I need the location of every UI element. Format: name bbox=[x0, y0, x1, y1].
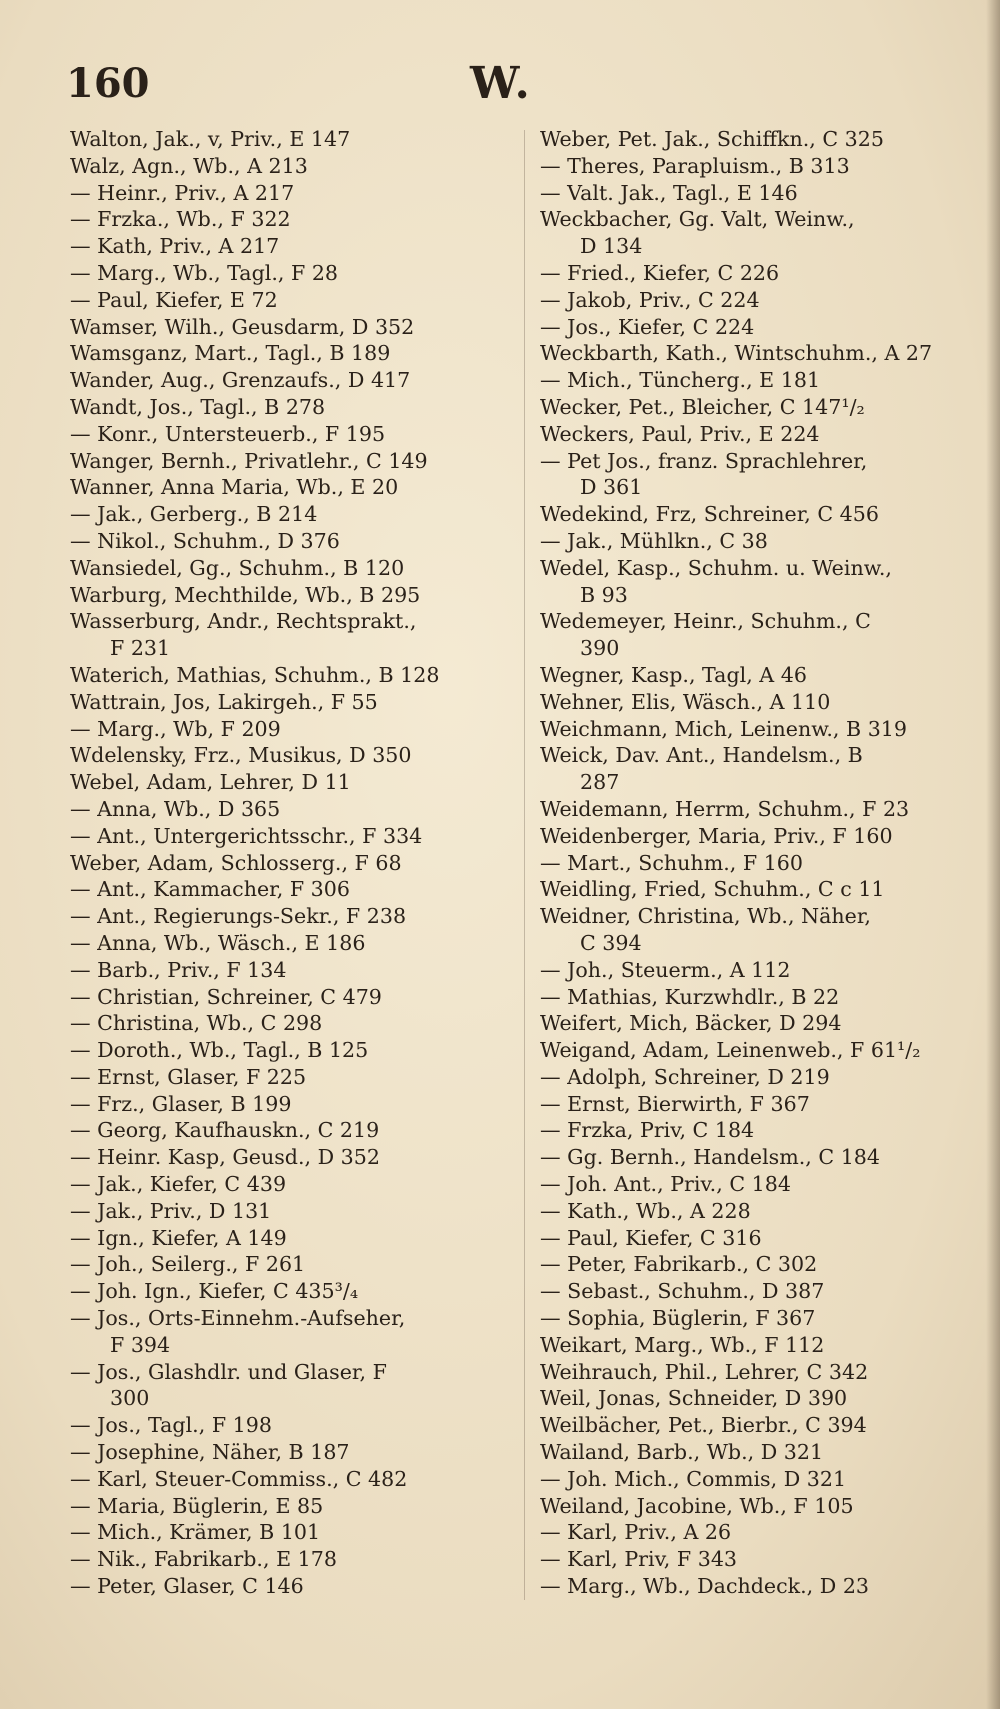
directory-entry: Weick, Dav. Ant., Handelsm., B bbox=[540, 743, 863, 768]
directory-entry: Weiland, Jacobine, Wb., F 105 bbox=[540, 1493, 854, 1518]
directory-entry: Wamser, Wilh., Geusdarm, D 352 bbox=[70, 314, 415, 339]
letter-heading: W. bbox=[470, 58, 532, 109]
directory-entry: — Valt. Jak., Tagl., E 146 bbox=[540, 180, 798, 205]
directory-entry: Warburg, Mechthilde, Wb., B 295 bbox=[70, 582, 421, 607]
directory-entry: — Konr., Untersteuerb., F 195 bbox=[70, 421, 386, 446]
directory-entry: Wdelensky, Frz., Musikus, D 350 bbox=[70, 743, 412, 768]
directory-entry: Weigand, Adam, Leinenweb., F 61¹/₂ bbox=[540, 1038, 921, 1063]
directory-entry: — Joh., Seilerg., F 261 bbox=[70, 1252, 306, 1277]
directory-entry: — Jak., Mühlkn., C 38 bbox=[540, 528, 768, 553]
directory-entry: — Jak., Kiefer, C 439 bbox=[70, 1172, 287, 1197]
directory-entry: 300 bbox=[110, 1386, 150, 1411]
directory-entry: — Nikol., Schuhm., D 376 bbox=[70, 528, 340, 553]
page-edge-shadow bbox=[986, 0, 1000, 1709]
directory-entry: — Peter, Fabrikarb., C 302 bbox=[540, 1252, 818, 1277]
directory-entry: — Joh. Ign., Kiefer, C 435³/₄ bbox=[70, 1279, 359, 1304]
directory-entry: Wander, Aug., Grenzaufs., D 417 bbox=[70, 368, 411, 393]
directory-entry: — Sebast., Schuhm., D 387 bbox=[540, 1279, 825, 1304]
directory-entry: Weckbacher, Gg. Valt, Weinw., bbox=[540, 207, 855, 232]
directory-entry: — Doroth., Wb., Tagl., B 125 bbox=[70, 1038, 369, 1063]
directory-entry: — Theres, Parapluism., B 313 bbox=[540, 153, 850, 178]
directory-entry: Wansiedel, Gg., Schuhm., B 120 bbox=[70, 555, 405, 580]
directory-entry: Weber, Pet. Jak., Schiffkn., C 325 bbox=[540, 127, 884, 151]
directory-entry: Weilbächer, Pet., Bierbr., C 394 bbox=[540, 1413, 867, 1438]
directory-entry: — Barb., Priv., F 134 bbox=[70, 957, 287, 982]
directory-entry: 287 bbox=[580, 770, 620, 795]
directory-entry: 390 bbox=[580, 636, 620, 661]
directory-entry: — Ign., Kiefer, A 149 bbox=[70, 1225, 287, 1250]
directory-entry: Weidner, Christina, Wb., Näher, bbox=[540, 904, 871, 929]
directory-entry: Weikart, Marg., Wb., F 112 bbox=[540, 1332, 825, 1357]
directory-entry: Wamsganz, Mart., Tagl., B 189 bbox=[70, 341, 391, 366]
directory-entry: Walton, Jak., v, Priv., E 147 bbox=[70, 127, 351, 151]
directory-entry: Weidling, Fried, Schuhm., C c 11 bbox=[540, 877, 885, 902]
directory-entry: Walz, Agn., Wb., A 213 bbox=[70, 153, 308, 178]
directory-entry: — Nik., Fabrikarb., E 178 bbox=[70, 1547, 337, 1572]
directory-entry: Wandt, Jos., Tagl., B 278 bbox=[70, 394, 326, 419]
directory-entry: — Marg., Wb., Dachdeck., D 23 bbox=[540, 1574, 870, 1599]
directory-entry: — Joh. Mich., Commis, D 321 bbox=[540, 1466, 847, 1491]
directory-entry: Waterich, Mathias, Schuhm., B 128 bbox=[70, 662, 440, 687]
directory-entry: — Josephine, Näher, B 187 bbox=[70, 1440, 350, 1465]
directory-entry: Weil, Jonas, Schneider, D 390 bbox=[540, 1386, 848, 1411]
directory-entry: — Joh., Steuerm., A 112 bbox=[540, 957, 791, 982]
directory-entry: B 93 bbox=[580, 582, 628, 607]
directory-entry: — Mich., Tüncherg., E 181 bbox=[540, 368, 821, 393]
directory-entry: — Frzka., Wb., F 322 bbox=[70, 207, 291, 232]
directory-entry: — Kath., Wb., A 228 bbox=[540, 1198, 751, 1223]
left-column bbox=[70, 126, 520, 1600]
directory-entry: — Jak., Priv., D 131 bbox=[70, 1198, 272, 1223]
directory-entry: — Georg, Kaufhauskn., C 219 bbox=[70, 1118, 380, 1143]
directory-entry: F 231 bbox=[110, 636, 171, 661]
directory-entry: — Heinr., Priv., A 217 bbox=[70, 180, 295, 205]
directory-entry: Weichmann, Mich, Leinenw., B 319 bbox=[540, 716, 908, 741]
directory-entry: D 134 bbox=[580, 234, 643, 259]
directory-entry: Wailand, Barb., Wb., D 321 bbox=[540, 1440, 824, 1465]
directory-entry: D 361 bbox=[580, 475, 643, 500]
directory-entry: — Kath, Priv., A 217 bbox=[70, 234, 280, 259]
directory-entry: — Paul, Kiefer, E 72 bbox=[70, 287, 278, 312]
directory-entry: — Jos., Glashdlr. und Glaser, F bbox=[70, 1359, 387, 1384]
directory-entry: — Ant., Kammacher, F 306 bbox=[70, 877, 350, 902]
directory-entry: — Joh. Ant., Priv., C 184 bbox=[540, 1172, 791, 1197]
directory-entry: Weckbarth, Kath., Wintschuhm., A 27 bbox=[540, 341, 933, 366]
directory-entry: Webel, Adam, Lehrer, D 11 bbox=[70, 770, 351, 795]
directory-entry: Weidemann, Herrm, Schuhm., F 23 bbox=[540, 796, 910, 821]
directory-entry: C 394 bbox=[580, 930, 642, 955]
directory-entry: — Fried., Kiefer, C 226 bbox=[540, 260, 780, 285]
directory-entry: — Ernst, Bierwirth, F 367 bbox=[540, 1091, 810, 1116]
directory-entry: Weihrauch, Phil., Lehrer, C 342 bbox=[540, 1359, 869, 1384]
directory-entry: Wedekind, Frz, Schreiner, C 456 bbox=[540, 502, 879, 527]
directory-entry: — Anna, Wb., D 365 bbox=[70, 796, 281, 821]
directory-entry: — Karl, Priv., A 26 bbox=[540, 1520, 732, 1545]
directory-entry: — Paul, Kiefer, C 316 bbox=[540, 1225, 762, 1250]
directory-entry: — Pet Jos., franz. Sprachlehrer, bbox=[540, 448, 868, 473]
directory-entry: Weidenberger, Maria, Priv., F 160 bbox=[540, 823, 893, 848]
directory-entry: Weckers, Paul, Priv., E 224 bbox=[540, 421, 820, 446]
directory-entry: — Jos., Tagl., F 198 bbox=[70, 1413, 272, 1438]
directory-entry: — Marg., Wb, F 209 bbox=[70, 716, 281, 741]
directory-entry: Weifert, Mich, Bäcker, D 294 bbox=[540, 1011, 842, 1036]
directory-entry: — Anna, Wb., Wäsch., E 186 bbox=[70, 930, 366, 955]
directory-entry: — Frz., Glaser, B 199 bbox=[70, 1091, 292, 1116]
directory-entry: — Ant., Untergerichtsschr., F 334 bbox=[70, 823, 423, 848]
directory-entry: — Jos., Orts-Einnehm.-Aufseher, bbox=[70, 1306, 406, 1331]
directory-entry: Wehner, Elis, Wäsch., A 110 bbox=[540, 689, 831, 714]
directory-entry: F 394 bbox=[110, 1332, 171, 1357]
directory-entry: — Peter, Glaser, C 146 bbox=[70, 1574, 304, 1599]
directory-entry: — Mich., Krämer, B 101 bbox=[70, 1520, 321, 1545]
directory-entry: — Karl, Steuer-Commiss., C 482 bbox=[70, 1466, 408, 1491]
directory-entry: Weber, Adam, Schlosserg., F 68 bbox=[70, 850, 402, 875]
directory-entry: Wedel, Kasp., Schuhm. u. Weinw., bbox=[540, 555, 892, 580]
directory-entry: Wegner, Kasp., Tagl, A 46 bbox=[540, 662, 807, 687]
directory-entry: Wedemeyer, Heinr., Schuhm., C bbox=[540, 609, 871, 634]
directory-entry: — Jakob, Priv., C 224 bbox=[540, 287, 760, 312]
directory-entry: — Ant., Regierungs-Sekr., F 238 bbox=[70, 904, 407, 929]
directory-entry: — Jos., Kiefer, C 224 bbox=[540, 314, 755, 339]
directory-entry: — Jak., Gerberg., B 214 bbox=[70, 502, 318, 527]
directory-entry: Wasserburg, Andr., Rechtsprakt., bbox=[70, 609, 417, 634]
directory-entry: — Mart., Schuhm., F 160 bbox=[540, 850, 804, 875]
directory-entry: — Heinr. Kasp, Geusd., D 352 bbox=[70, 1145, 380, 1170]
directory-entry: — Ernst, Glaser, F 225 bbox=[70, 1064, 307, 1089]
directory-entry: — Sophia, Büglerin, F 367 bbox=[540, 1306, 816, 1331]
directory-entry: Wattrain, Jos, Lakirgeh., F 55 bbox=[70, 689, 378, 714]
column-divider bbox=[524, 130, 525, 1600]
directory-entry: — Frzka, Priv, C 184 bbox=[540, 1118, 755, 1143]
directory-entry: Wanner, Anna Maria, Wb., E 20 bbox=[70, 475, 399, 500]
directory-entry: Wecker, Pet., Bleicher, C 147¹/₂ bbox=[540, 394, 865, 419]
directory-entry: — Gg. Bernh., Handelsm., C 184 bbox=[540, 1145, 880, 1170]
page-number: 160 bbox=[66, 60, 150, 107]
directory-entry: — Adolph, Schreiner, D 219 bbox=[540, 1064, 830, 1089]
directory-entry: — Mathias, Kurzwhdlr., B 22 bbox=[540, 984, 840, 1009]
directory-entry: — Maria, Büglerin, E 85 bbox=[70, 1493, 324, 1518]
directory-entry: Wanger, Bernh., Privatlehr., C 149 bbox=[70, 448, 428, 473]
directory-entry: — Christina, Wb., C 298 bbox=[70, 1011, 323, 1036]
directory-entry: — Karl, Priv, F 343 bbox=[540, 1547, 738, 1572]
directory-entry: — Marg., Wb., Tagl., F 28 bbox=[70, 260, 339, 285]
directory-entry: — Christian, Schreiner, C 479 bbox=[70, 984, 382, 1009]
right-column bbox=[540, 126, 980, 1600]
